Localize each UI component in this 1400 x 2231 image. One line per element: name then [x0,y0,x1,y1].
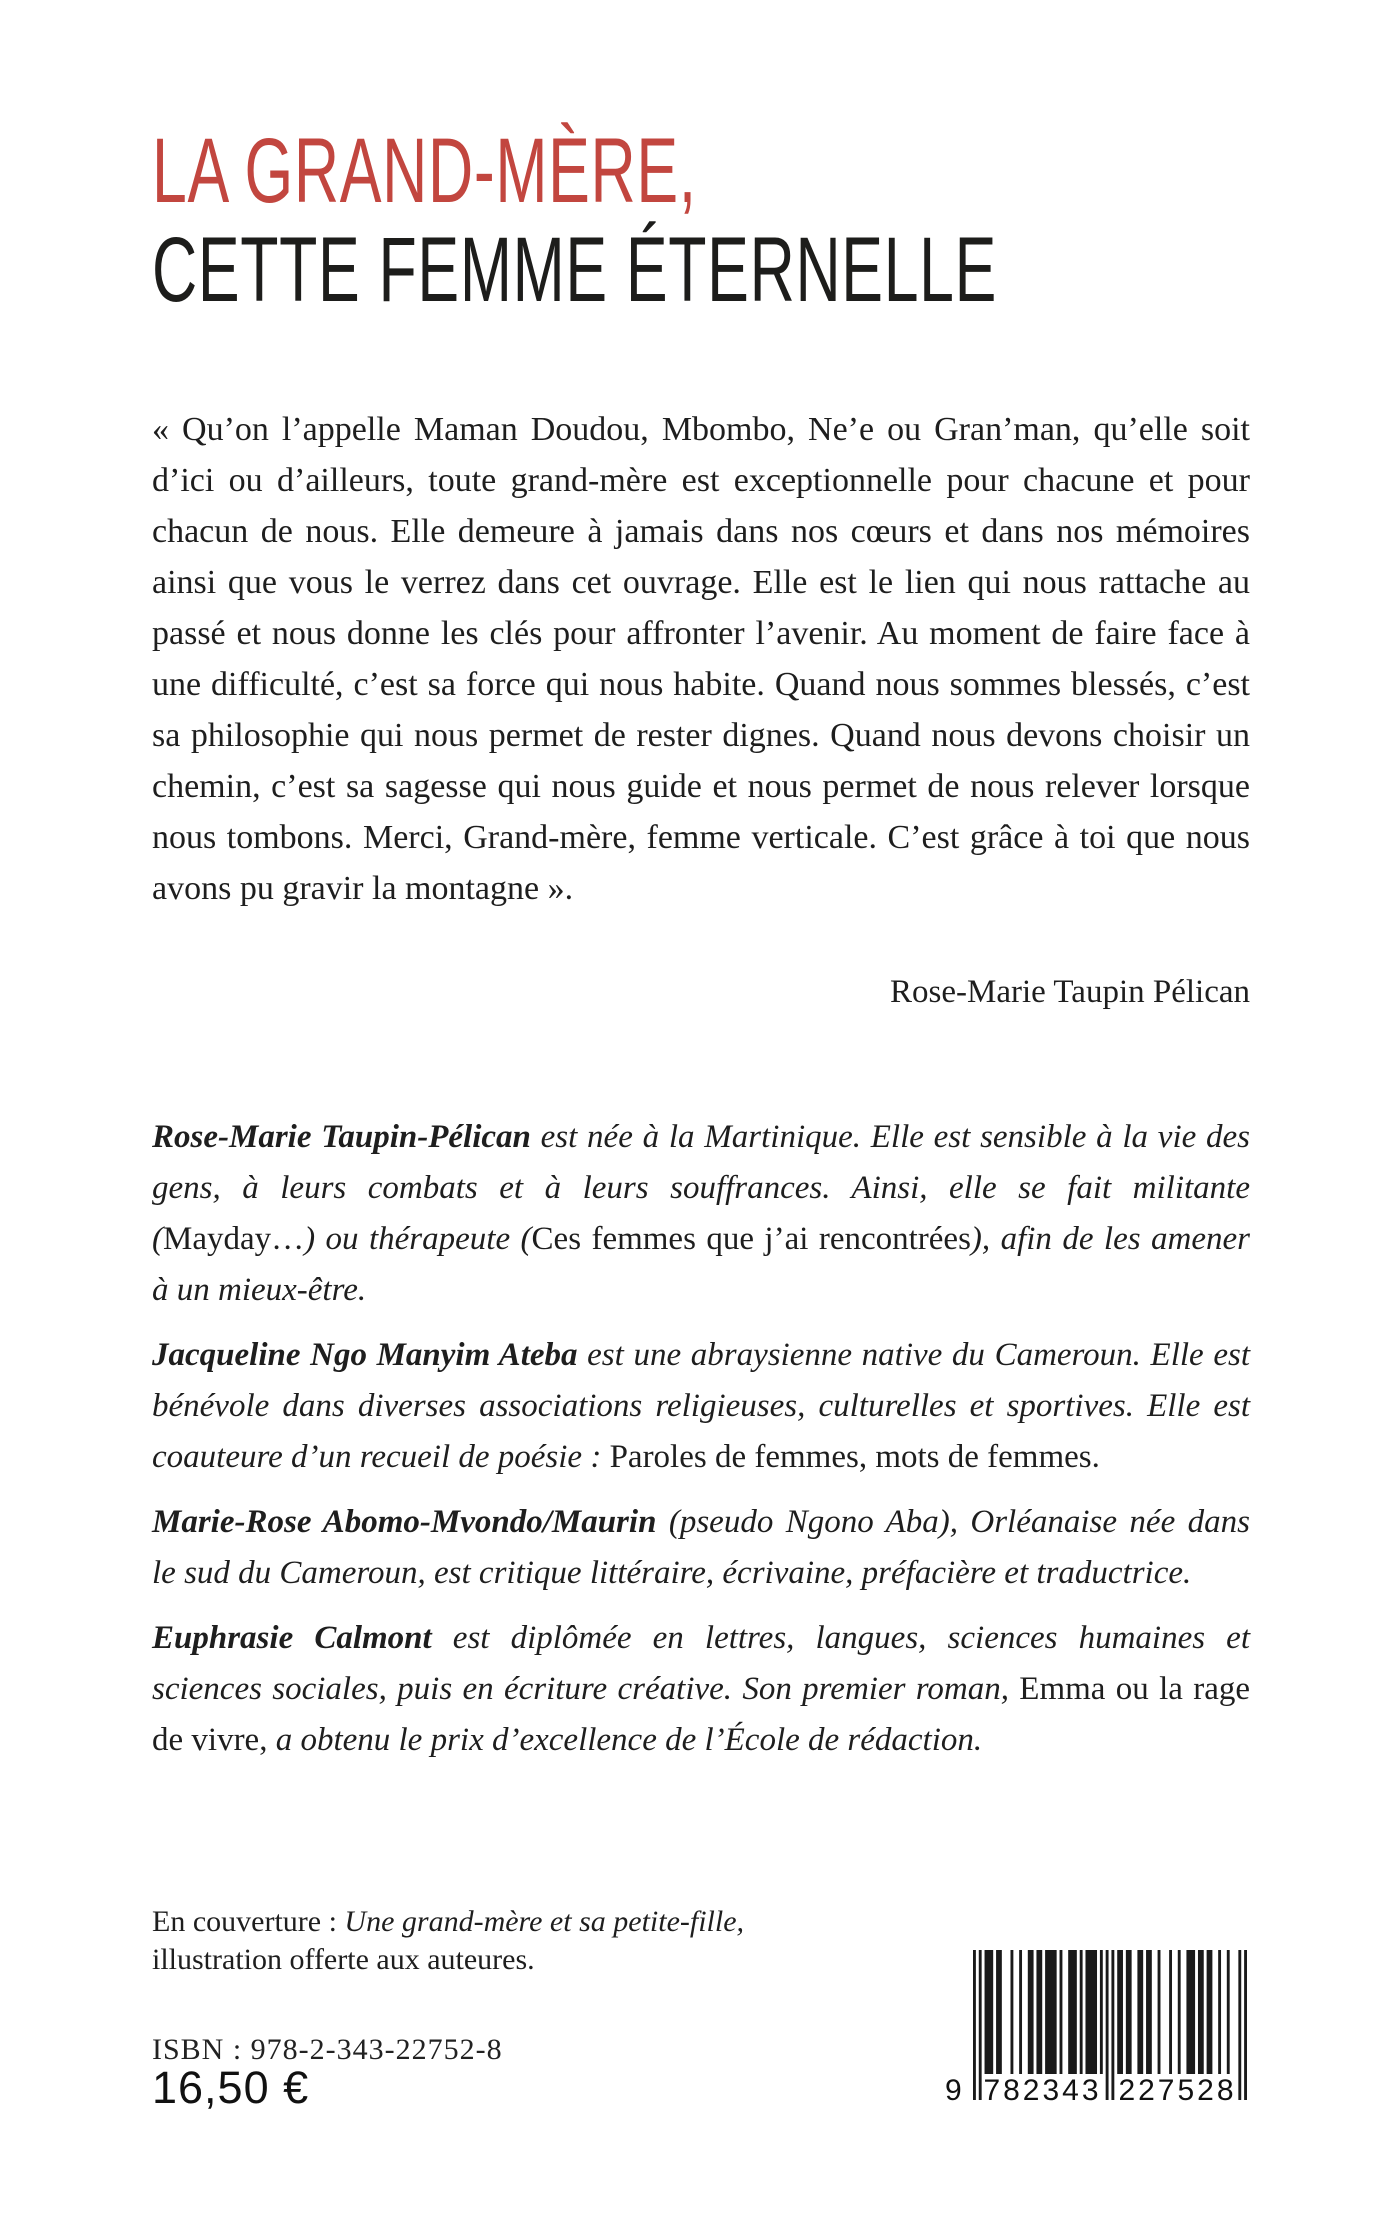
text-segment: En couverture : [152,1905,345,1938]
text-segment: illustration offerte aux auteures. [152,1943,535,1976]
book-title-line2: CETTE FEMME ÉTERNELLE [152,219,998,321]
text-segment: ), afin de les amener à un mieux-être. [152,1221,1250,1308]
author-bio-calmont [152,1613,1250,1766]
author-bio-taupin-pelican [152,1112,1250,1316]
text-segment: a obtenu le prix d’excellence de l’École de rédaction. [267,1722,983,1758]
back-cover-quote: « Qu’on l’appelle Maman Doudou, Mbombo, Ne’e ou Gran’man, qu’elle soit d’ici ou d’ailleurs, toute grand-mère est exceptionnelle pour chacune et pour chacun de nous. Elle demeure à jamais dans nos cœurs et dans nos mémoires ainsi que vous le verrez dans cet ouvrage. Elle est le lien qui nous rattache au passé et nous donne les clés pour affronter l’avenir. Au moment de faire face à une difficulté, c’est sa force qui nous habite. Quand nous sommes blessés, c’est sa philosophie qui nous permet de rester dignes. Quand nous devons choisir un chemin, c’est sa sagesse qui nous guide et nous permet de nous relever lorsque nous tombons. Merci, Grand-mère, femme verticale. C’est grâce à toi que nous avons pu gravir la montagne ». [152,411,1250,907]
author-bios [152,1112,1250,1780]
barcode-digit-group1: 782343 [983,2074,1102,2107]
text-segment: est diplômée en lettres, langues, sciences humaines et sciences sociales, puis en écriture créative. Son premier roman, [152,1620,1250,1707]
isbn-line: ISBN : 978-2-343-22752-8 [152,2033,503,2066]
text-segment: Emma ou la rage de vivre, [152,1671,1250,1758]
text-segment: Paroles de femmes, mots de femmes. [609,1439,1100,1475]
author-bio-ngo-manyim-ateba [152,1330,1250,1483]
text-segment: Rose-Marie Taupin-Pélican [152,1119,531,1155]
ean13-barcode [945,1950,1247,2110]
barcode-digit-group2: 227528 [1118,2074,1237,2107]
text-segment: Marie-Rose Abomo-Mvondo/Maurin [152,1504,657,1540]
book-title [152,122,1395,320]
text-segment: est une abraysienne native du Cameroun. Elle est bénévole dans diverses associations religieuses, culturelles et sportives. Elle est coauteure d’un recueil de poésie : [152,1337,1250,1475]
author-bio-abomo-mvondo-maurin [152,1497,1250,1599]
text-segment: (pseudo Ngono Aba), Orléanaise née dans le sud du Cameroun, est critique littéraire, écrivaine, préfacière et traductrice. [152,1504,1250,1591]
text-segment: est née à la Martinique. Elle est sensible à la vie des gens, à leurs combats et à leurs souffrances. Ainsi, elle se fait militante ( [152,1119,1251,1257]
cover-illustration-note [152,1903,752,1979]
barcode-digit-first: 9 [945,2074,962,2107]
book-title-line1: LA GRAND-MÈRE, [152,120,697,222]
text-segment: Une grand-mère et sa petite-fille, [344,1905,745,1938]
text-segment: ) ou thérapeute ( [304,1221,532,1257]
text-segment: Ces femmes que j’ai rencontrées [531,1221,971,1257]
text-segment: Jacqueline Ngo Manyim Ateba [152,1337,578,1373]
price-label: 16,50 € [152,2062,310,2113]
text-segment: Euphrasie Calmont [152,1620,432,1656]
text-segment: Mayday… [163,1221,305,1257]
quote-attribution: Rose-Marie Taupin Pélican [890,974,1250,1010]
